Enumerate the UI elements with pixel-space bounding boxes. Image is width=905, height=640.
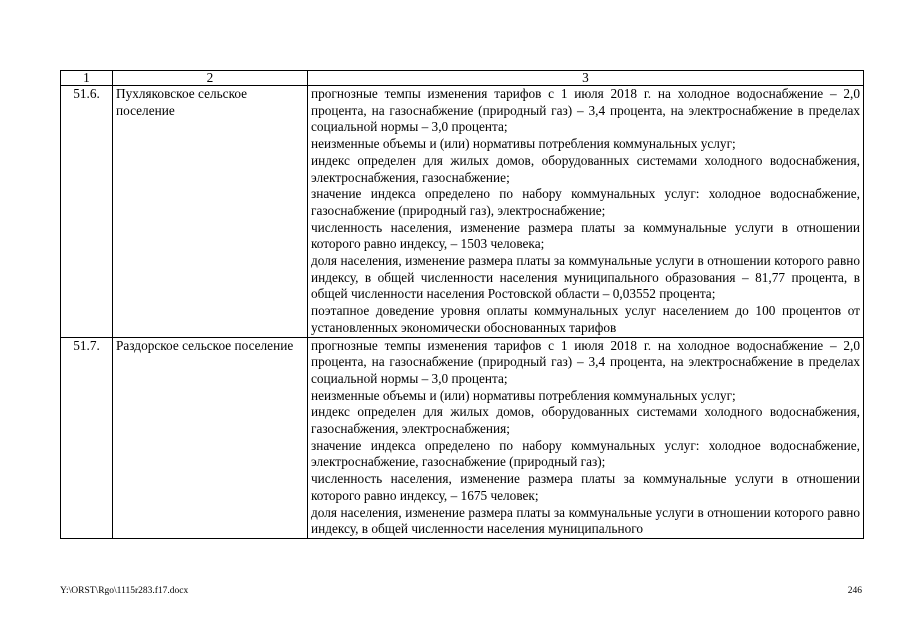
table-row xyxy=(61,86,864,338)
header-cell-2: 2 xyxy=(113,71,308,86)
paragraph: неизменные объемы и (или) нормативы потребления коммунальных услуг; xyxy=(311,136,736,152)
paragraph: доля населения, изменение размера платы за коммунальные услуги в отношении которого равно индексу, в общей численности населения муниципального образования – 81,77 процента, в общей численности населения Ростовской области – 0,03552 процента; xyxy=(311,253,860,302)
paragraph: значение индекса определено по набору коммунальных услуг: холодное водоснабжение, газоснабжение (природный газ), электроснабжение; xyxy=(311,186,860,218)
settlement-name: Пухляковское сельское поселение xyxy=(113,86,308,338)
table-row xyxy=(61,337,864,538)
header-cell-3: 3 xyxy=(308,71,864,86)
row-number: 51.7. xyxy=(61,337,113,538)
paragraph: прогнозные темпы изменения тарифов с 1 июля 2018 г. на холодное водоснабжение – 2,0 процента, на газоснабжение (природный газ) – 3,4 процента, на электроснабжение в пределах социальной нормы – 3,0 процента; xyxy=(311,86,860,135)
table-header-row xyxy=(61,71,864,86)
tariff-index-table xyxy=(60,70,864,539)
paragraph: поэтапное доведение уровня оплаты коммунальных услуг населением до 100 процентов от установленных экономически обоснованных тарифов xyxy=(311,303,860,335)
row-description xyxy=(308,86,864,338)
paragraph: численность населения, изменение размера платы за коммунальные услуги в отношении которого равно индексу, – 1675 человек; xyxy=(311,471,860,503)
paragraph: индекс определен для жилых домов, оборудованных системами холодного водоснабжения, газоснабжения, электроснабжения; xyxy=(311,404,860,437)
paragraph: доля населения, изменение размера платы за коммунальные услуги в отношении которого равно индексу, в общей численности населения муниципального xyxy=(311,504,860,537)
paragraph: значение индекса определено по набору коммунальных услуг: холодное водоснабжение, электроснабжение, газоснабжение (природный газ); xyxy=(311,437,860,470)
settlement-name: Раздорское сельское поселение xyxy=(113,337,308,538)
row-number: 51.6. xyxy=(61,86,113,338)
footer-page-number: 246 xyxy=(847,586,862,596)
footer-file-path: Y:\ORST\Rgo\1115r283.f17.docx xyxy=(60,586,189,596)
row-description xyxy=(308,337,864,538)
paragraph: численность населения, изменение размера платы за коммунальные услуги в отношении которого равно индексу, – 1503 человека; xyxy=(311,219,860,252)
paragraph: индекс определен для жилых домов, оборудованных системами холодного водоснабжения, электроснабжения, газоснабжение; xyxy=(311,152,860,185)
paragraph: прогнозные темпы изменения тарифов с 1 июля 2018 г. на холодное водоснабжение – 2,0 процента, на газоснабжение (природный газ) – 3,4 процента, на электроснабжение в пределах социальной нормы – 3,0 процента; xyxy=(311,337,860,386)
header-cell-1: 1 xyxy=(61,71,113,86)
paragraph: неизменные объемы и (или) нормативы потребления коммунальных услуг; xyxy=(311,387,736,403)
